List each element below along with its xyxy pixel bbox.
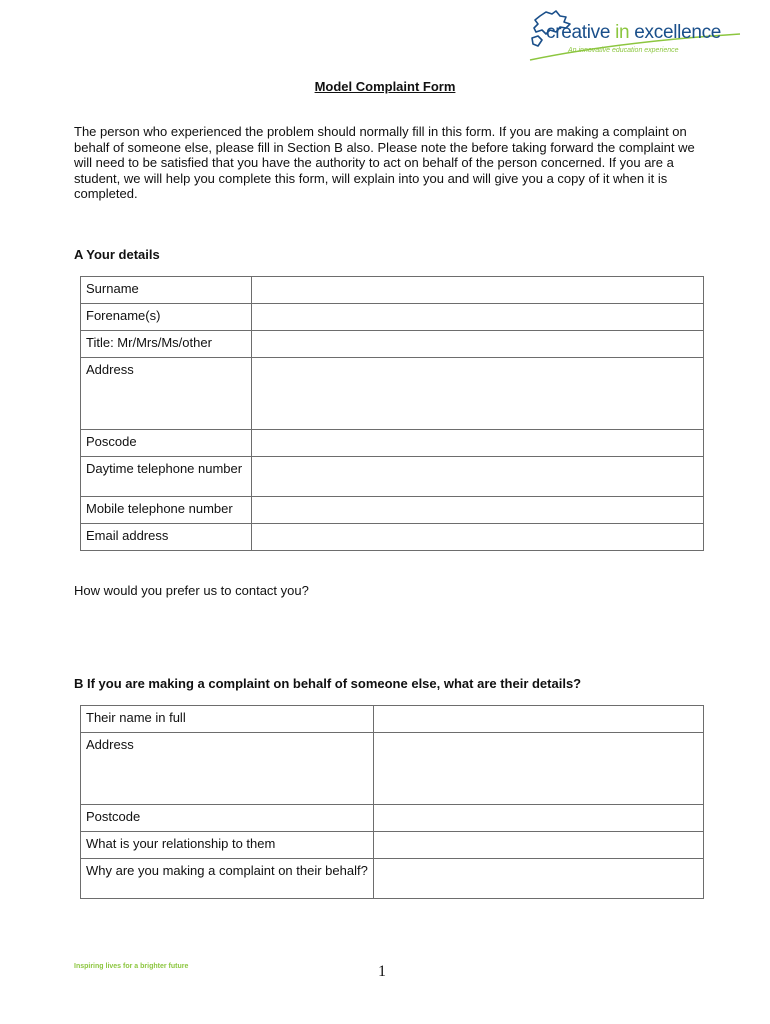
table-row	[81, 277, 704, 304]
email-field[interactable]	[252, 524, 704, 551]
row-label: Poscode	[81, 430, 252, 457]
title-field[interactable]	[252, 331, 704, 358]
table-row	[81, 497, 704, 524]
table-row	[81, 358, 704, 430]
logo-tagline: An innovative education experience	[568, 47, 679, 54]
table-row	[81, 733, 704, 805]
relationship-field[interactable]	[374, 832, 704, 859]
their-address-field[interactable]	[374, 733, 704, 805]
footer-tagline: Inspiring lives for a brighter future	[74, 963, 189, 970]
your-details-table	[80, 276, 704, 551]
row-label: Mobile telephone number	[81, 497, 252, 524]
surname-field[interactable]	[252, 277, 704, 304]
their-name-field[interactable]	[374, 706, 704, 733]
row-label: Forename(s)	[81, 304, 252, 331]
postcode-field[interactable]	[252, 430, 704, 457]
brand-logo	[526, 8, 746, 66]
table-row	[81, 304, 704, 331]
logo-wordmark	[546, 22, 721, 44]
logo-word-excellence: excellence	[629, 22, 722, 43]
logo-word-in: in	[615, 22, 630, 43]
row-label: Postcode	[81, 805, 374, 832]
table-row	[81, 859, 704, 899]
row-label: Their name in full	[81, 706, 374, 733]
table-row	[81, 706, 704, 733]
their-postcode-field[interactable]	[374, 805, 704, 832]
forename-field[interactable]	[252, 304, 704, 331]
representative-details-table	[80, 705, 704, 899]
daytime-phone-field[interactable]	[252, 457, 704, 497]
row-label: Surname	[81, 277, 252, 304]
table-row	[81, 524, 704, 551]
section-a-heading: A Your details	[74, 247, 160, 262]
row-label: Why are you making a complaint on their behalf?	[81, 859, 374, 899]
logo-word-creative: creative	[546, 22, 616, 43]
contact-preference-question: How would you prefer us to contact you?	[74, 583, 309, 598]
row-label: Address	[81, 358, 252, 430]
table-row	[81, 331, 704, 358]
address-field[interactable]	[252, 358, 704, 430]
page-number: 1	[378, 963, 386, 980]
row-label: Address	[81, 733, 374, 805]
row-label: What is your relationship to them	[81, 832, 374, 859]
row-label: Email address	[81, 524, 252, 551]
table-row	[81, 430, 704, 457]
table-row	[81, 457, 704, 497]
page-title: Model Complaint Form	[314, 79, 456, 94]
row-label: Daytime telephone number	[81, 457, 252, 497]
mobile-phone-field[interactable]	[252, 497, 704, 524]
table-row	[81, 805, 704, 832]
row-label: Title: Mr/Mrs/Ms/other	[81, 331, 252, 358]
intro-paragraph: The person who experienced the problem should normally fill in this form. If you are making a complaint on behalf of someone else, please fill in Section B also. Please note the before taking forward the complaint we will need to be satisfied that you have the authority to act on behalf of the person concerned. If you are a student, we will help you complete this form, will explain into you and will give you a copy of it when it is completed.	[74, 124, 695, 202]
section-b-heading: B If you are making a complaint on behalf of someone else, what are their details?	[74, 676, 582, 691]
complaint-reason-field[interactable]	[374, 859, 704, 899]
table-row	[81, 832, 704, 859]
